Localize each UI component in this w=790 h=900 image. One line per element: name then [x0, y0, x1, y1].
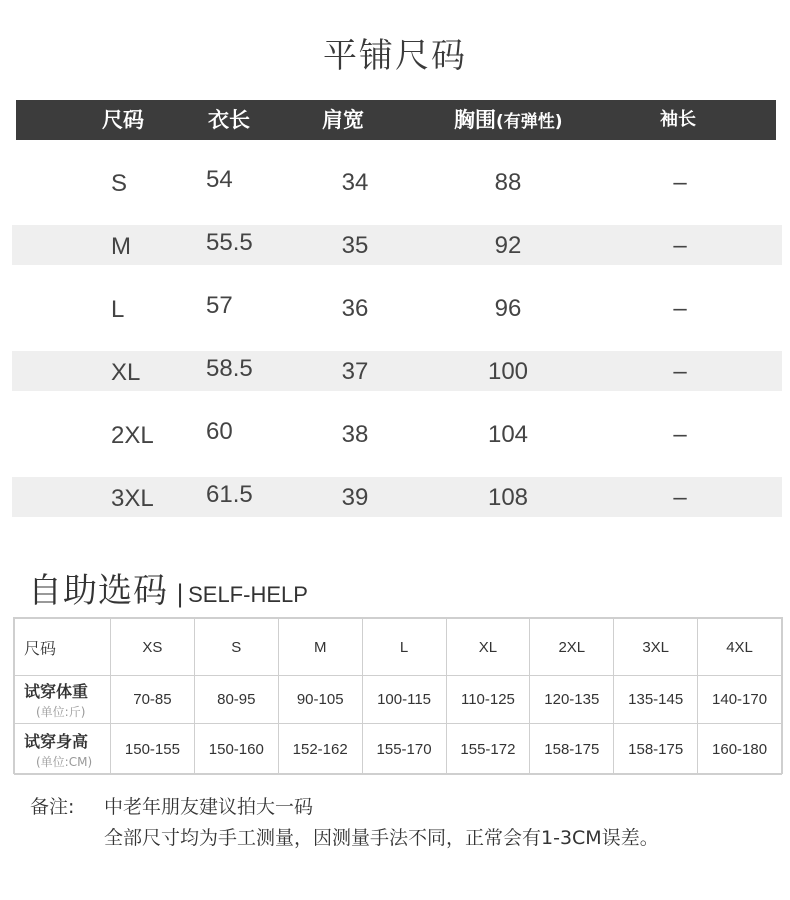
size-table-header: [16, 100, 776, 140]
cell-chest: 96: [494, 295, 522, 322]
size-cell: XS: [111, 619, 195, 676]
page-title: 平铺尺码: [323, 36, 467, 76]
cell-length: 55.5: [206, 229, 253, 256]
note-label: 备注:: [30, 796, 75, 818]
cell-chest: 108: [487, 484, 529, 511]
table-row: [12, 477, 782, 517]
header-chest-note: (有弹性): [496, 112, 563, 132]
size-cell: 4XL: [698, 619, 782, 676]
weight-row: [15, 676, 782, 724]
self-help-heading-en: SELF-HELP: [188, 582, 308, 607]
self-help-separator: |: [176, 580, 185, 608]
note-line-1: [30, 792, 313, 819]
cell-length: 61.5: [206, 481, 253, 508]
height-cell: 150-160: [194, 724, 278, 775]
cell-shoulder: 36: [341, 295, 369, 322]
height-cell: 158-175: [530, 724, 614, 775]
height-cell: 152-162: [278, 724, 362, 775]
weight-row-label: [15, 676, 111, 724]
height-cell: 158-175: [614, 724, 698, 775]
height-cell: 155-170: [362, 724, 446, 775]
cell-size: S: [111, 170, 128, 197]
cell-chest: 100: [487, 358, 529, 385]
size-cell: 3XL: [614, 619, 698, 676]
cell-size: 2XL: [111, 422, 154, 449]
self-help-heading: 自助选码: [28, 571, 168, 611]
weight-cell: 90-105: [278, 676, 362, 724]
weight-cell: 110-125: [446, 676, 530, 724]
cell-sleeve: –: [673, 484, 687, 511]
weight-cell: 80-95: [194, 676, 278, 724]
table-row: [12, 225, 782, 265]
note-text-2: 全部尺寸均为手工测量，因测量手法不同，正常会有1-3CM误差。: [104, 827, 659, 849]
weight-cell: 140-170: [698, 676, 782, 724]
header-sleeve: 袖长: [660, 109, 696, 130]
header-shoulder: 肩宽: [322, 108, 364, 132]
table-row: [12, 351, 782, 391]
weight-unit: (单位:斤): [36, 705, 86, 719]
header-size: 尺码: [102, 108, 144, 132]
cell-shoulder: 39: [341, 484, 369, 511]
height-row: [15, 724, 782, 775]
cell-size: L: [111, 296, 125, 323]
size-row: [15, 619, 782, 676]
cell-shoulder: 35: [341, 232, 369, 259]
cell-size: XL: [111, 359, 141, 386]
height-unit: (单位:CM): [36, 754, 93, 769]
height-cell: 150-155: [111, 724, 195, 775]
size-cell: L: [362, 619, 446, 676]
cell-sleeve: –: [673, 421, 687, 448]
cell-length: 54: [206, 166, 233, 193]
cell-shoulder: 38: [341, 421, 369, 448]
cell-chest: 88: [494, 169, 522, 196]
header-length: 衣长: [208, 108, 250, 132]
cell-sleeve: –: [673, 169, 687, 196]
note-text-1: 中老年朋友建议拍大一码: [104, 796, 314, 818]
size-label: 尺码: [24, 638, 57, 658]
cell-size: M: [111, 233, 131, 260]
cell-chest: 104: [487, 421, 529, 448]
size-cell: XL: [446, 619, 530, 676]
size-cell: S: [194, 619, 278, 676]
height-cell: 155-172: [446, 724, 530, 775]
cell-size: 3XL: [111, 485, 154, 512]
header-chest-label: 胸围: [454, 108, 496, 132]
height-row-label: [15, 724, 111, 775]
table-row: [12, 162, 782, 202]
table-row: [12, 414, 782, 454]
size-cell: M: [278, 619, 362, 676]
cell-sleeve: –: [673, 358, 687, 385]
size-cell: 2XL: [530, 619, 614, 676]
cell-length: 57: [206, 292, 233, 319]
cell-shoulder: 37: [341, 358, 369, 385]
cell-chest: 92: [494, 232, 522, 259]
height-label: 试穿身高: [24, 731, 89, 751]
self-help-table: [13, 617, 783, 774]
cell-length: 58.5: [206, 355, 253, 382]
table-row: [12, 288, 782, 328]
note-line-2: [104, 823, 659, 850]
weight-label: 试穿体重: [24, 682, 89, 701]
weight-cell: 135-145: [614, 676, 698, 724]
height-cell: 160-180: [698, 724, 782, 775]
weight-cell: 70-85: [111, 676, 195, 724]
cell-shoulder: 34: [341, 169, 369, 196]
cell-sleeve: –: [673, 232, 687, 259]
self-help-title: [28, 563, 308, 612]
weight-cell: 100-115: [362, 676, 446, 724]
header-chest: [454, 100, 563, 140]
cell-length: 60: [206, 418, 233, 445]
cell-sleeve: –: [673, 295, 687, 322]
size-row-label: [15, 619, 111, 676]
weight-cell: 120-135: [530, 676, 614, 724]
